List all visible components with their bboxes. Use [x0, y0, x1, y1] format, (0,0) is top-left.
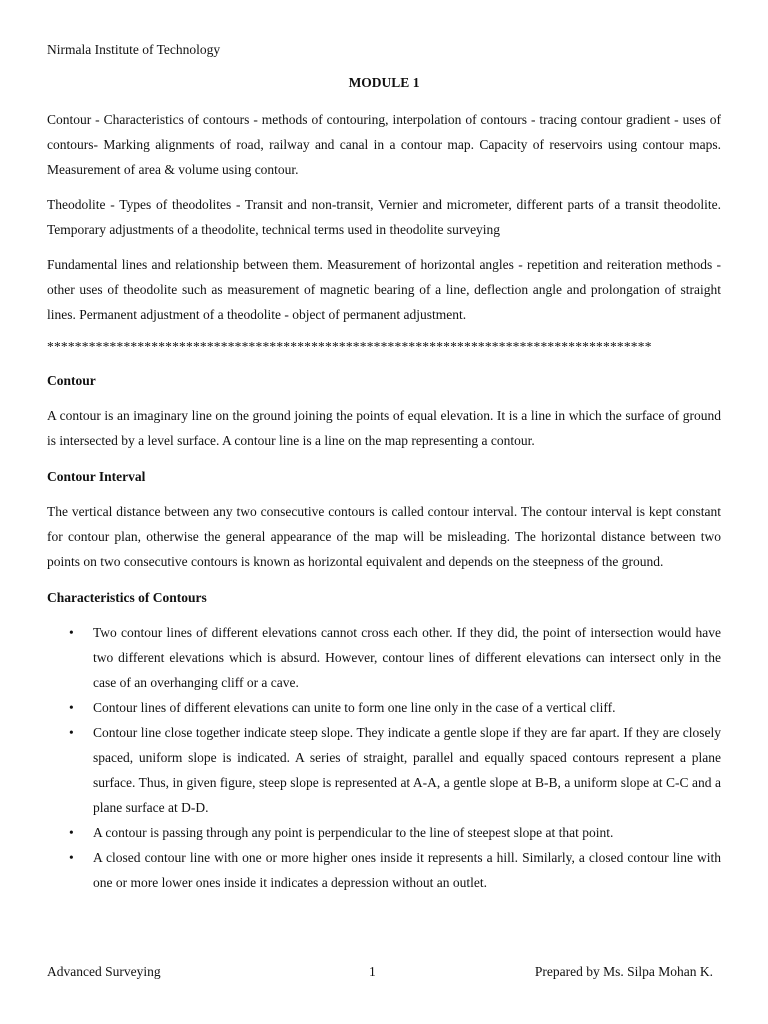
section-text-contour-interval: The vertical distance between any two consecutive contours is called contour interval. The contour interval is kept constant for contour plan, otherwise the general appearance of the map will be misleading. The horizontal distance between two points on two consecutive contours is known as horizontal equivalent and depends on the steepness of the ground.	[47, 504, 721, 569]
bullet-icon: •	[69, 625, 74, 640]
characteristics-list	[47, 620, 721, 895]
list-item	[47, 820, 721, 845]
syllabus-paragraph-theodolite: Theodolite - Types of theodolites - Transit and non-transit, Vernier and micrometer, different parts of a transit theodolite. Temporary adjustments of a theodolite, technical terms used in theodolite surveying	[47, 197, 721, 237]
footer-page-number: 1	[369, 964, 376, 979]
footer-course: Advanced Surveying	[47, 964, 161, 979]
list-item-text: Two contour lines of different elevations cannot cross each other. If they did, the point of intersection would have two different elevations which is absurd. However, contour lines of different elevations can intersect only in the case of an overhanging cliff or a cave.	[93, 625, 721, 690]
list-item-text: Contour lines of different elevations can unite to form one line only in the case of a vertical cliff.	[93, 700, 616, 715]
page-footer	[47, 962, 713, 982]
syllabus-paragraph-fundamental-lines: Fundamental lines and relationship between them. Measurement of horizontal angles - repetition and reiteration methods - other uses of theodolite such as measurement of magnetic bearing of a line, deflection angle and prolongation of straight lines. Permanent adjustment of a theodolite - object of permanent adjustment.	[47, 257, 721, 322]
list-item	[47, 695, 721, 720]
list-item	[47, 720, 721, 820]
list-item	[47, 620, 721, 695]
bullet-icon: •	[69, 725, 74, 740]
syllabus-paragraph-contour: Contour - Characteristics of contours - methods of contouring, interpolation of contours - tracing contour gradient - uses of contours- Marking alignments of road, railway and canal in a contour map. Capacity of reservoirs using contour maps. Measurement of area & volume using contour.	[47, 112, 721, 177]
footer-prepared-by: Prepared by Ms. Silpa Mohan K.	[534, 964, 713, 979]
list-item-text: A contour is passing through any point is perpendicular to the line of steepest slope at that point.	[93, 825, 614, 840]
bullet-icon: •	[69, 850, 74, 865]
institute-header: Nirmala Institute of Technology	[47, 42, 221, 57]
section-heading-characteristics: Characteristics of Contours	[47, 590, 207, 605]
document-page	[47, 40, 721, 895]
list-item-text: A closed contour line with one or more higher ones inside it represents a hill. Similarly, a closed contour line with one or more lower ones inside it indicates a depression without an outlet.	[93, 850, 721, 890]
bullet-icon: •	[69, 825, 74, 840]
list-item	[47, 845, 721, 895]
section-heading-contour: Contour	[47, 373, 96, 388]
module-title: MODULE 1	[348, 75, 420, 90]
bullet-icon: •	[69, 700, 74, 715]
section-heading-contour-interval: Contour Interval	[47, 469, 146, 484]
list-item-text: Contour line close together indicate steep slope. They indicate a gentle slope if they are far apart. If they are closely spaced, uniform slope is indicated. A series of straight, parallel and equally spaced contours represent a plane surface. Thus, in given figure, steep slope is represented at A-A, a gentle slope at B-B, a uniform slope at C-C and a plane surface at D-D.	[93, 725, 721, 815]
separator-line: ***************************************************************************************	[47, 339, 652, 354]
section-text-contour: A contour is an imaginary line on the ground joining the points of equal elevation. It is a line in which the surface of ground is intersected by a level surface. A contour line is a line on the map representing a contour.	[47, 408, 721, 448]
